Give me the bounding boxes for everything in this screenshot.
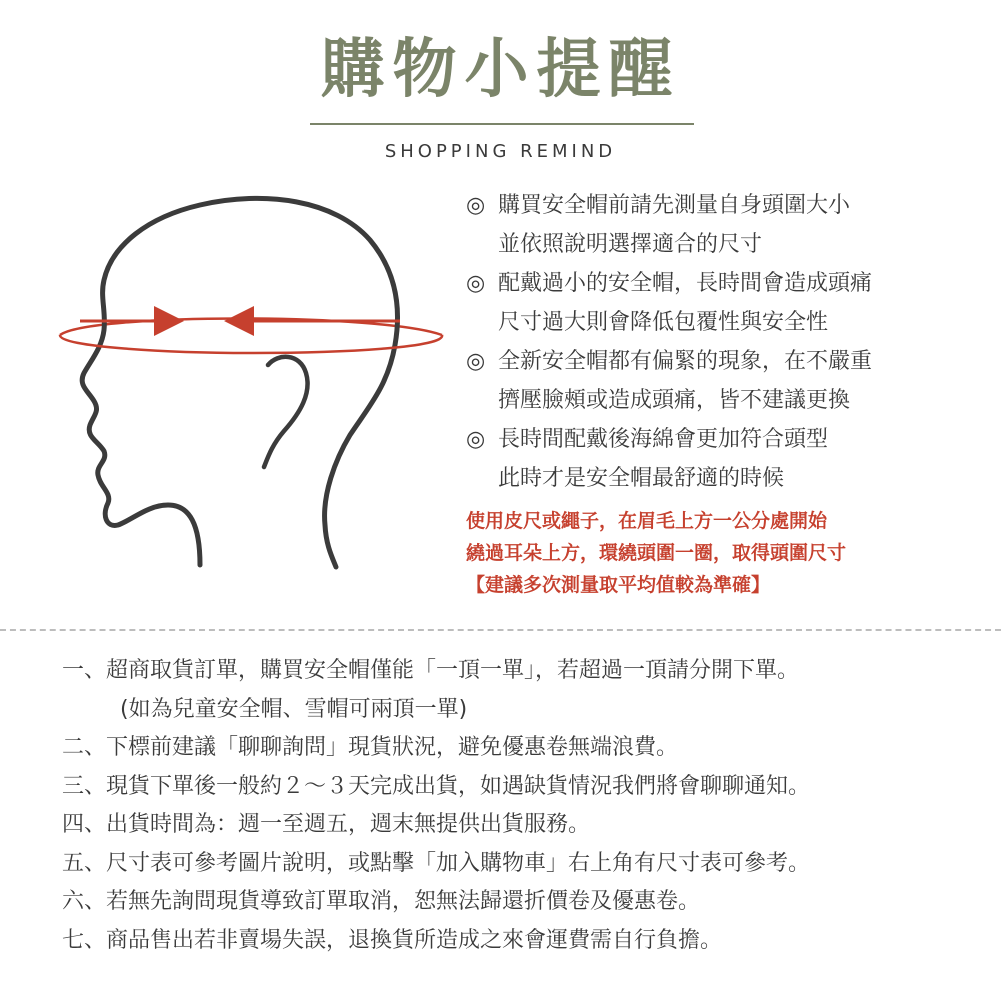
note-item: 三、現貨下單後一般約２～３天完成出貨，如遇缺貨情況我們將會聊聊通知。 [62,773,811,799]
head-outline [82,198,397,567]
tip-item [466,264,986,342]
tip-line [466,264,986,303]
dashed-divider [0,629,1001,631]
tip-text: 配戴過小的安全帽，長時間會造成頭痛 [498,271,873,296]
tip-text: 尺寸過大則會降低包覆性與安全性 [498,310,829,335]
page-subtitle: SHOPPING REMIND [384,141,617,162]
title-underline [310,123,694,125]
ear-outline [264,357,308,467]
tip-item [466,186,986,264]
shopping-notes-list [62,652,992,960]
tip-item [466,342,986,420]
bullet-double-circle-icon: ◎ [466,271,486,296]
measuring-tape-front [60,335,442,353]
note-item: 一、超商取貨訂單，購買安全帽僅能「一頂一單」，若超過一頂請分開下單。 [62,658,800,683]
tips-list [466,186,986,498]
note-item: 五、尺寸表可參考圖片說明，或點擊「加入購物車」右上角有尺寸表可參考。 [62,850,811,876]
tip-text: 此時才是安全帽最舒適的時候 [498,466,785,491]
measuring-instructions [466,505,986,601]
measure-tip: 【建議多次測量取平均值較為準確】 [466,574,771,596]
tip-line [466,420,986,459]
tip-text: 全新安全帽都有偏緊的現象，在不嚴重 [498,349,873,374]
tip-line [466,342,986,381]
bullet-double-circle-icon: ◎ [466,427,486,452]
tip-line [466,186,986,225]
tip-text: 購買安全帽前請先測量自身頭圍大小 [498,193,851,218]
note-item: 四、出貨時間為：週一至週五，週末無提供出貨服務。 [62,812,591,837]
tip-text: 長時間配戴後海綿會更加符合頭型 [498,427,829,452]
note-item: 六、若無先詢問現貨導致訂單取消，恕無法歸還折價卷及優惠卷。 [62,889,701,914]
bullet-double-circle-icon: ◎ [466,193,486,218]
bullet-double-circle-icon: ◎ [466,349,486,374]
tip-item [466,420,986,498]
measure-line: 使用皮尺或繩子，在眉毛上方一公分處開始 [466,510,828,532]
head-measuring-circumference-icon [50,175,470,575]
page-title: 購物小提醒 [320,33,681,107]
measure-line: 繞過耳朵上方，環繞頭圍一圈，取得頭圍尺寸 [466,542,847,564]
tip-text: 擠壓臉頰或造成頭痛，皆不建議更換 [498,388,851,413]
note-item: 七、商品售出若非賣場失誤，退換貨所造成之來會運費需自行負擔。 [62,927,723,953]
tip-text: 並依照說明選擇適合的尺寸 [498,232,763,257]
note-item: 二、下標前建議「聊聊詢問」現貨狀況，避免優惠卷無端浪費。 [62,735,679,760]
note-item-sub: (如為兒童安全帽、雪帽可兩頂一單) [120,696,468,722]
